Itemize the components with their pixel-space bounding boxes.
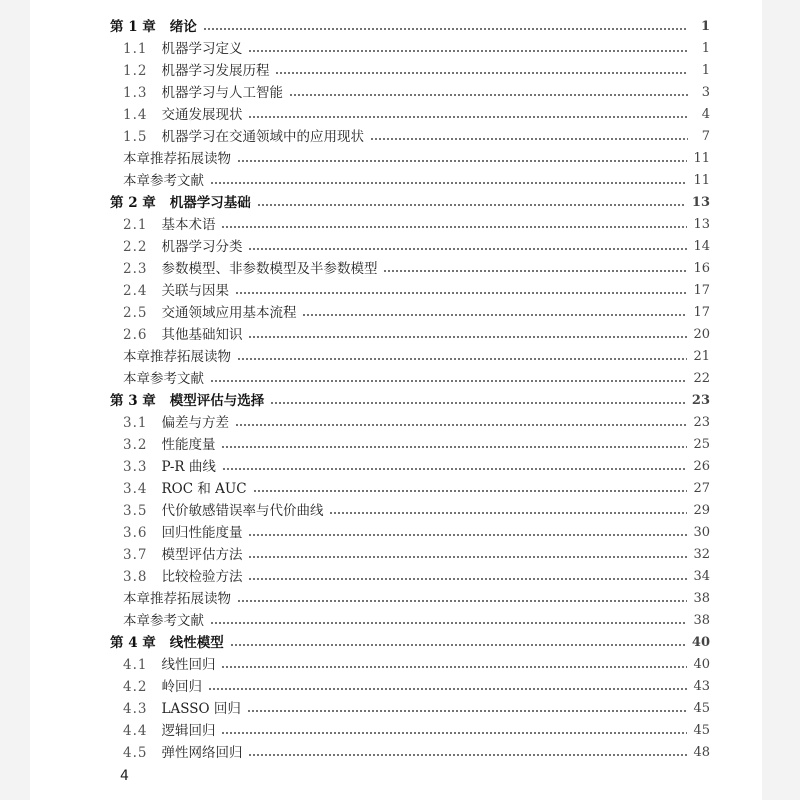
toc-chapter-entry[interactable]: [110, 192, 710, 214]
toc-extra-entry[interactable]: [123, 148, 710, 170]
toc-entry-number: 3.2: [123, 437, 148, 453]
toc-entry-title: 模型评估与选择: [169, 393, 265, 409]
toc-entry-page: 32: [693, 547, 710, 562]
toc-entry-page: 13: [693, 217, 710, 232]
toc-entry-title: 交通发展现状: [161, 107, 243, 123]
toc-entry-title: 机器学习与人工智能: [161, 85, 283, 101]
toc-entry-title: 弹性网络回归: [161, 745, 243, 761]
toc-entry-title: 偏差与方差: [161, 415, 229, 431]
toc-entry-number: 4.2: [123, 679, 148, 695]
dot-leader: [237, 358, 687, 360]
toc-entry-number: 3.4: [123, 481, 148, 497]
toc-entry-title: 本章参考文献: [123, 371, 204, 387]
toc-entry-page: 17: [693, 283, 710, 298]
toc-entry-title: 本章参考文献: [123, 613, 204, 629]
toc-section-entry[interactable]: [123, 566, 710, 588]
toc-entry-page: 11: [693, 173, 710, 188]
toc-entry-title: 性能度量: [161, 437, 216, 453]
dot-leader: [221, 226, 687, 228]
toc-entry-number: 4.4: [123, 723, 148, 739]
toc-entry-title: 本章推荐拓展读物: [123, 591, 231, 607]
toc-entry-title: 交通领域应用基本流程: [161, 305, 297, 321]
toc-entry-page: 29: [693, 503, 710, 518]
toc-entry-page: 48: [693, 745, 710, 760]
dot-leader: [210, 182, 687, 184]
toc-entry-page: 22: [693, 371, 710, 386]
toc-entry-number: 2.5: [123, 305, 148, 321]
toc-entry-number: 4.1: [123, 657, 148, 673]
dot-leader: [235, 292, 687, 294]
toc-entry-page: 25: [693, 437, 710, 452]
toc-entry-page: 43: [693, 679, 710, 694]
dot-leader: [203, 28, 688, 30]
toc-entry-number: 3.6: [123, 525, 148, 541]
toc-section-entry[interactable]: [123, 258, 710, 280]
toc-entry-page: 27: [693, 481, 710, 496]
toc-section-entry[interactable]: [123, 324, 710, 346]
dot-leader: [208, 688, 687, 690]
dot-leader: [253, 490, 688, 492]
toc-entry-title: 本章参考文献: [123, 173, 204, 189]
toc-entry-title: 基本术语: [161, 217, 216, 233]
toc-entry-title: 关联与因果: [161, 283, 229, 299]
dot-leader: [248, 336, 687, 338]
toc-entry-page: 45: [693, 701, 710, 716]
dot-leader: [237, 600, 687, 602]
toc-entry-title: 机器学习分类: [161, 239, 243, 255]
toc-entry-number: 3.8: [123, 569, 148, 585]
toc-entry-page: 38: [693, 613, 710, 628]
toc-entry-number: 2.3: [123, 261, 148, 277]
dot-leader: [257, 204, 686, 206]
dot-leader: [289, 94, 688, 96]
toc-entry-page: 20: [693, 327, 710, 342]
toc-section-entry[interactable]: [123, 456, 710, 478]
toc-entry-title: 机器学习基础: [169, 195, 251, 211]
dot-leader: [248, 534, 687, 536]
toc-entry-number: 3.5: [123, 503, 148, 519]
toc-section-entry[interactable]: [123, 60, 710, 82]
dot-leader: [235, 424, 687, 426]
dot-leader: [329, 512, 687, 514]
toc-entry-page: 40: [693, 657, 710, 672]
toc-entry-page: 16: [693, 261, 710, 276]
toc-entry-title: 线性回归: [161, 657, 216, 673]
toc-entry-page: 23: [693, 415, 710, 430]
toc-entry-title: 逻辑回归: [161, 723, 216, 739]
toc-entry-number: 第 4 章: [110, 635, 156, 651]
toc-entry-number: 第 2 章: [110, 195, 156, 211]
toc-entry-title: 代价敏感错误率与代价曲线: [161, 503, 324, 519]
toc-entry-title: 比较检验方法: [161, 569, 243, 585]
toc-section-entry[interactable]: [123, 522, 710, 544]
toc-section-entry[interactable]: [123, 742, 710, 764]
toc-entry-title: 参数模型、非参数模型及半参数模型: [161, 261, 378, 277]
toc-entry-number: 2.4: [123, 283, 148, 299]
toc-extra-entry[interactable]: [123, 610, 710, 632]
toc-entry-page: 7: [701, 129, 710, 144]
toc-entry-title: 绪论: [169, 19, 197, 35]
toc-extra-entry[interactable]: [123, 368, 710, 390]
dot-leader: [248, 50, 688, 52]
dot-leader: [370, 138, 688, 140]
toc-entry-number: 4.5: [123, 745, 148, 761]
toc-section-entry[interactable]: [123, 676, 710, 698]
dot-leader: [302, 314, 687, 316]
toc-entry-number: 1.2: [123, 63, 148, 79]
dot-leader: [237, 160, 687, 162]
toc-section-entry[interactable]: [123, 38, 710, 60]
document-page: [30, 0, 762, 800]
toc-section-entry[interactable]: [123, 720, 710, 742]
toc-entry-title: LASSO 回归: [161, 701, 241, 717]
toc-section-entry[interactable]: [123, 698, 710, 720]
toc-entry-page: 17: [693, 305, 710, 320]
toc-entry-title: 机器学习定义: [161, 41, 243, 57]
toc-entry-number: 1.5: [123, 129, 148, 145]
toc-entry-page: 1: [701, 41, 710, 56]
dot-leader: [248, 116, 688, 118]
toc-section-entry[interactable]: [123, 236, 710, 258]
page-number: 4: [120, 768, 129, 784]
toc-entry-page: 40: [691, 635, 710, 650]
toc-entry-number: 3.1: [123, 415, 148, 431]
toc-entry-number: 第 1 章: [110, 19, 156, 35]
toc-entry-page: 1: [700, 19, 710, 34]
toc-section-entry[interactable]: [123, 302, 710, 324]
dot-leader: [248, 248, 687, 250]
toc-section-entry[interactable]: [123, 280, 710, 302]
toc-entry-number: 1.3: [123, 85, 148, 101]
toc-entry-page: 34: [693, 569, 710, 584]
toc-section-entry[interactable]: [123, 104, 710, 126]
toc-entry-page: 21: [693, 349, 710, 364]
toc-entry-page: 38: [693, 591, 710, 606]
toc-entry-title: P-R 曲线: [161, 459, 216, 475]
dot-leader: [221, 666, 687, 668]
toc-entry-number: 3.3: [123, 459, 148, 475]
toc-section-entry[interactable]: [123, 544, 710, 566]
toc-entry-number: 第 3 章: [110, 393, 156, 409]
toc-entry-number: 3.7: [123, 547, 148, 563]
dot-leader: [270, 402, 686, 404]
toc-entry-title: ROC 和 AUC: [161, 481, 247, 497]
toc-entry-title: 机器学习在交通领域中的应用现状: [161, 129, 364, 145]
toc-entry-page: 23: [691, 393, 710, 408]
toc-entry-page: 11: [693, 151, 710, 166]
toc-entry-number: 1.1: [123, 41, 148, 57]
toc-entry-title: 回归性能度量: [161, 525, 243, 541]
toc-entry-page: 1: [701, 63, 710, 78]
toc-entry-number: 4.3: [123, 701, 148, 717]
toc-entry-title: 机器学习发展历程: [161, 63, 270, 79]
toc-entry-title: 模型评估方法: [161, 547, 243, 563]
toc-entry-page: 14: [693, 239, 710, 254]
dot-leader: [210, 622, 687, 624]
dot-leader: [248, 578, 687, 580]
toc-entry-title: 本章推荐拓展读物: [123, 349, 231, 365]
toc-chapter-entry[interactable]: [110, 390, 710, 412]
toc-entry-title: 其他基础知识: [161, 327, 243, 343]
toc-entry-page: 3: [701, 85, 710, 100]
toc-section-entry[interactable]: [123, 434, 710, 456]
toc-extra-entry[interactable]: [123, 588, 710, 610]
dot-leader: [383, 270, 687, 272]
toc-section-entry[interactable]: [123, 214, 710, 236]
toc-section-entry[interactable]: [123, 412, 710, 434]
toc-entry-number: 2.6: [123, 327, 148, 343]
toc-entry-title: 本章推荐拓展读物: [123, 151, 231, 167]
dot-leader: [275, 72, 688, 74]
toc-section-entry[interactable]: [123, 126, 710, 148]
dot-leader: [221, 732, 687, 734]
toc-chapter-entry[interactable]: [110, 632, 710, 654]
toc-entry-number: 2.2: [123, 239, 148, 255]
dot-leader: [248, 754, 687, 756]
toc-entry-page: 26: [693, 459, 710, 474]
toc-section-entry[interactable]: [123, 478, 710, 500]
toc-entry-number: 2.1: [123, 217, 148, 233]
toc-section-entry[interactable]: [123, 500, 710, 522]
dot-leader: [222, 468, 688, 470]
toc-entry-page: 4: [701, 107, 710, 122]
toc-section-entry[interactable]: [123, 82, 710, 104]
toc-extra-entry[interactable]: [123, 170, 710, 192]
dot-leader: [247, 710, 688, 712]
dot-leader: [230, 644, 686, 646]
toc-chapter-entry[interactable]: [110, 16, 710, 38]
toc-entry-page: 13: [691, 195, 710, 210]
dot-leader: [221, 446, 687, 448]
dot-leader: [248, 556, 687, 558]
toc-extra-entry[interactable]: [123, 346, 710, 368]
toc-entry-number: 1.4: [123, 107, 148, 123]
dot-leader: [210, 380, 687, 382]
toc-entry-title: 线性模型: [169, 635, 224, 651]
toc-section-entry[interactable]: [123, 654, 710, 676]
toc-entry-page: 45: [693, 723, 710, 738]
toc-entry-title: 岭回归: [161, 679, 202, 695]
toc-entry-page: 30: [693, 525, 710, 540]
